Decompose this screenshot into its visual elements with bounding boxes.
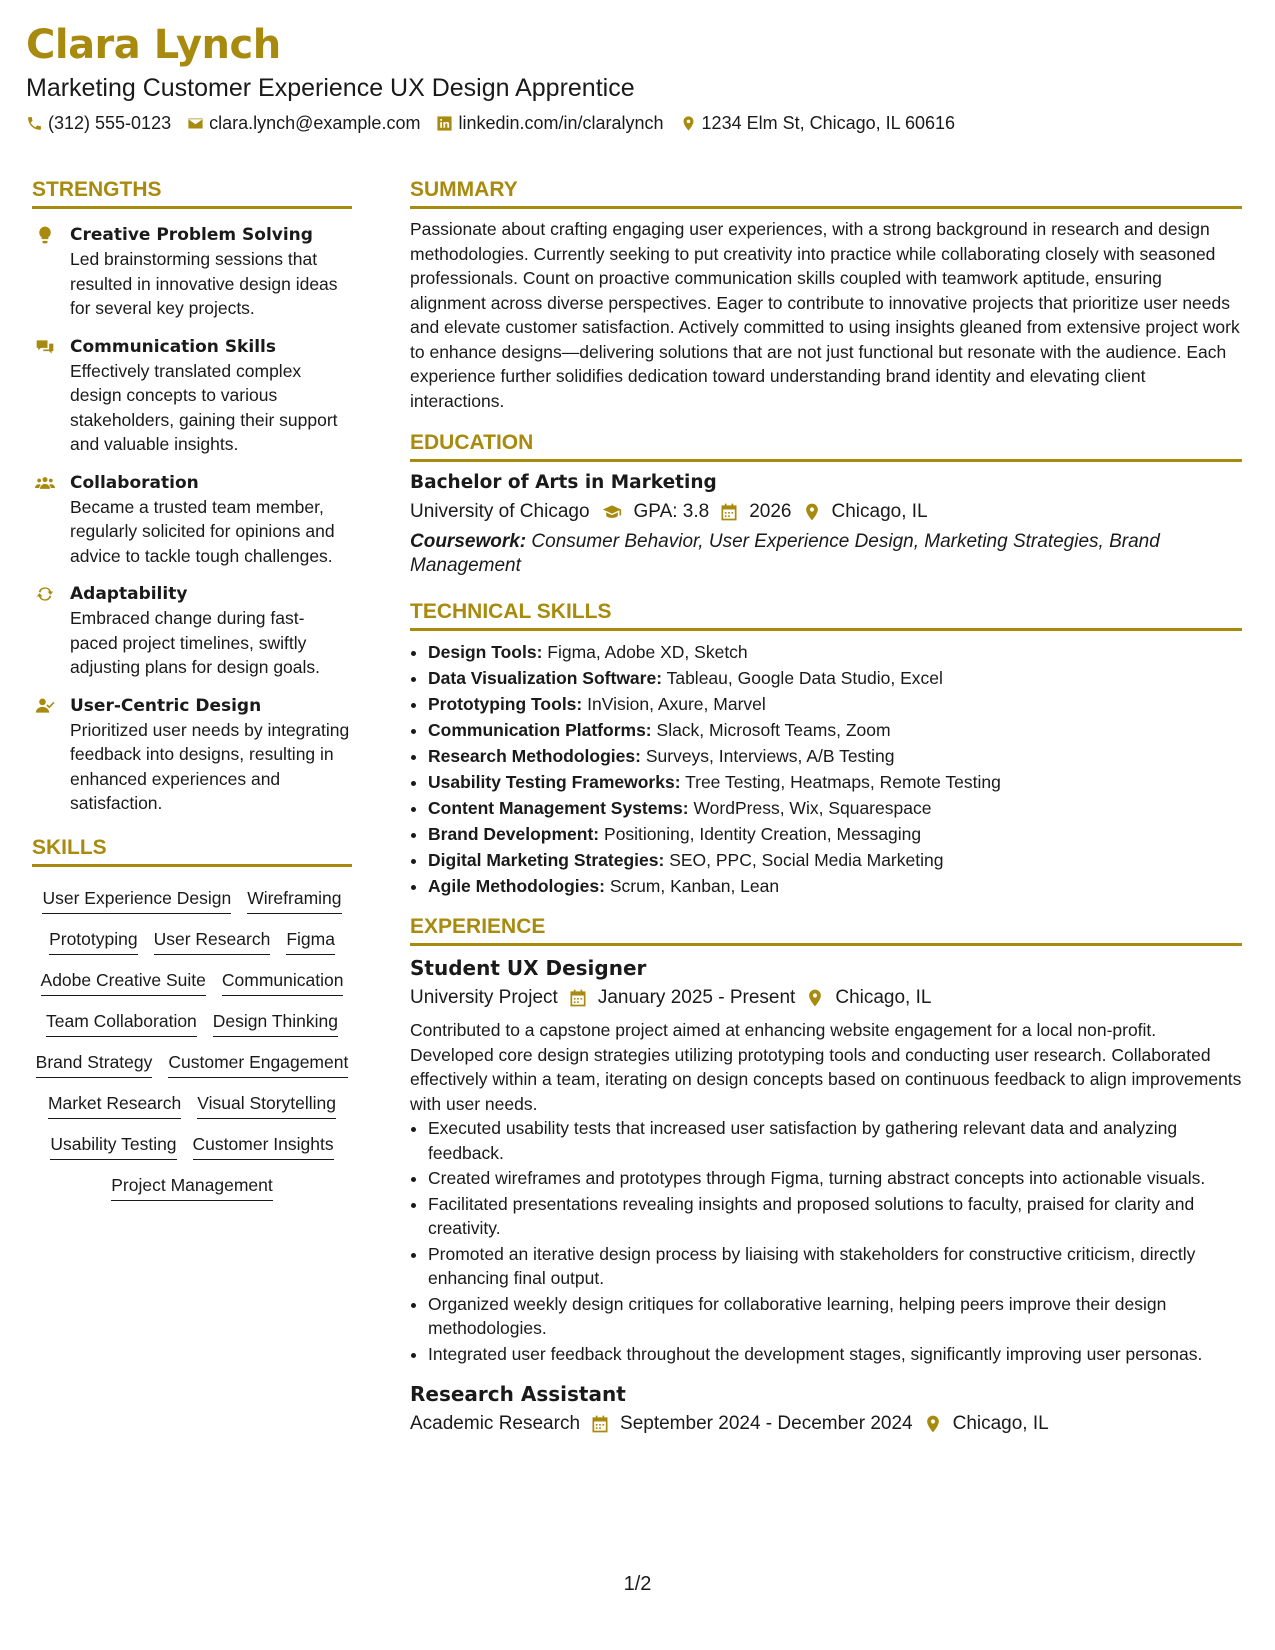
education-location: Chicago, IL [831,501,928,522]
technical-skill-value: SEO, PPC, Social Media Marketing [669,850,944,870]
technical-skill-item [428,795,1242,821]
coursework-label: Coursework: [410,531,527,552]
technical-skill-value: Tree Testing, Heatmaps, Remote Testing [685,772,1001,792]
comments-icon [35,337,55,357]
technical-skill-value: Figma, Adobe XD, Sketch [547,642,748,662]
technical-skill-value: InVision, Axure, Marvel [587,694,766,714]
skill-tag: User Experience Design [42,887,231,914]
candidate-name: Clara Lynch [26,22,281,68]
graduation-year: 2026 [749,501,792,522]
summary-text: Passionate about crafting engaging user experiences, with a strong background in research and design methodologies. Currently seeking to put creativity into practice while collaborating closely with seasoned professionals. Count on proactive communication skills coupled with teamwork aptitude, ensuring alignment across diverse perspectives. Eager to contribute to innovative projects that prioritize user needs and elevate customer satisfaction. Actively committed to using insights gleaned from extensive project work to enhance designs—delivering solutions that are not just functional but resonate with the audience. Each experience further solidifies dedication toward understanding brand identity and elevating client interactions. [410,219,1240,411]
envelope-icon [187,115,204,132]
job-title: Marketing Customer Experience UX Design Apprentice [26,74,635,102]
map-pin-icon [923,1414,943,1434]
job-location: Chicago, IL [835,987,932,1008]
job-bullet: • Created wireframes and prototypes through Figma, turning abstract concepts into actionable visuals. [428,1166,1242,1191]
job-bullets [410,1116,1242,1366]
skill-tag: Visual Storytelling [197,1092,336,1119]
strength-title: Creative Problem Solving [70,225,313,245]
technical-skill-item [428,847,1242,873]
job-bullet: • Facilitated presentations revealing insights and proposed solutions to faculty, praised for clarity and creativity. [428,1192,1242,1241]
job-summary: Contributed to a capstone project aimed at enhancing website engagement for a local non-profit. Developed core design strategies utilizing prototyping tools and conducting user research. Collaborated effectively within a team, iterating on design concepts based on continuous feedback to align improvements with user needs. [410,1020,1242,1114]
job-bullet: • Integrated user feedback throughout the development stages, significantly improving user personas. [428,1342,1242,1367]
job-title: Research Assistant [410,1382,626,1406]
job-bullet: • Promoted an iterative design process by liaising with stakeholders for constructive criticism, directly enhancing final output. [428,1242,1242,1291]
technical-skill-label: Design Tools: [428,642,543,662]
strength-title: Communication Skills [70,336,276,357]
technical-skill-value: Scrum, Kanban, Lean [609,876,780,896]
skill-tag: Customer Engagement [168,1051,348,1078]
strength-description: Embraced change during fast-paced project timelines, swiftly adjusting plans for design goals. [70,608,321,677]
technical-skill-value: WordPress, Wix, Squarespace [693,798,932,818]
skills-heading: SKILLS [32,836,352,867]
strength-description: Led brainstorming sessions that resulted in innovative design ideas for several key projects. [70,249,338,318]
skill-tag: Market Research [48,1092,181,1119]
technical-skill-label: Data Visualization Software: [428,668,663,688]
technical-skill-label: Communication Platforms: [428,720,652,740]
sync-icon [35,584,55,604]
technical-skill-item [428,873,1242,899]
phone-icon [26,115,43,132]
calendar-icon [590,1414,610,1434]
map-pin-icon [802,502,822,522]
strength-description: Became a trusted team member, regularly solicited for opinions and advice to tackle tough challenges. [70,496,335,566]
technical-skill-label: Brand Development: [428,824,600,844]
contact-address [680,113,956,134]
map-pin-icon [805,988,825,1008]
strengths-list [32,217,352,816]
job-meta [410,1410,1242,1438]
skill-tag: Figma [286,928,335,955]
right-column [410,178,1242,1452]
linkedin-text: linkedin.com/in/claralynch [458,113,664,133]
graduation-cap-icon [600,502,624,522]
skill-tag: Usability Testing [50,1133,176,1160]
job-bullet: • Executed usability tests that increased user satisfaction by gathering relevant data and analyzing feedback. [428,1116,1242,1165]
skill-tag: Communication [222,969,344,996]
linkedin-icon [436,115,453,132]
technical-skill-label: Usability Testing Frameworks: [428,772,681,792]
users-icon [35,473,55,493]
page-number: 1/2 [623,1573,652,1595]
strength-description: Prioritized user needs by integrating feedback into designs, resulting in enhanced experiences and satisfaction. [70,719,350,813]
technical-skill-item [428,717,1242,743]
technical-skill-item [428,743,1242,769]
calendar-icon [719,502,739,522]
technical-skill-item [428,639,1242,665]
skills-list [32,875,352,1201]
contact-email[interactable] [187,113,420,134]
education-meta [410,498,1242,526]
job-dates: September 2024 - December 2024 [620,1413,913,1434]
technical-skill-label: Agile Methodologies: [428,876,605,896]
lightbulb-icon [35,225,55,245]
job-bullet: • Organized weekly design critiques for collaborative learning, helping peers improve their design methodologies. [428,1292,1242,1341]
school: University of Chicago [410,501,590,522]
technical-skill-value: Surveys, Interviews, A/B Testing [645,746,895,766]
job-location: Chicago, IL [952,1413,1049,1434]
experience-heading: EXPERIENCE [410,915,1242,946]
skill-tag: User Research [154,928,271,955]
degree: Bachelor of Arts in Marketing [410,472,717,493]
strength-item [32,223,352,321]
skill-tag: Project Management [111,1174,272,1201]
skill-tag: Prototyping [49,928,138,955]
skill-tag: Adobe Creative Suite [41,969,206,996]
address-text: 1234 Elm St, Chicago, IL 60616 [701,113,956,133]
skill-tag: Brand Strategy [36,1051,153,1078]
job-org: University Project [410,987,558,1008]
map-pin-icon [680,115,697,132]
technical-skill-item [428,821,1242,847]
user-check-icon [35,696,55,716]
strengths-heading: STRENGTHS [32,178,352,209]
experience-list [410,954,1242,1438]
technical-skill-label: Content Management Systems: [428,798,689,818]
technical-skill-value: Slack, Microsoft Teams, Zoom [656,720,891,740]
skill-tag: Customer Insights [193,1133,334,1160]
email-text: clara.lynch@example.com [209,113,421,133]
experience-item [410,954,1242,1366]
technical-skill-item [428,769,1242,795]
job-title: Student UX Designer [410,956,647,980]
contact-phone[interactable] [26,113,171,134]
strength-title: Collaboration [70,472,199,493]
job-dates: January 2025 - Present [597,987,796,1008]
job-meta [410,984,1242,1012]
technical-skill-value: Positioning, Identity Creation, Messaging [604,824,922,844]
phone-text: (312) 555-0123 [48,113,172,133]
strength-item [32,471,352,569]
contact-linkedin[interactable] [436,113,663,134]
technical-skill-label: Prototyping Tools: [428,694,583,714]
gpa: GPA: 3.8 [633,501,710,522]
coursework [410,530,1242,578]
skill-tag: Design Thinking [213,1010,338,1037]
strength-item [32,582,352,680]
strength-title: User-Centric Design [70,695,262,716]
skill-tag: Team Collaboration [46,1010,197,1037]
technical-skill-value: Tableau, Google Data Studio, Excel [666,668,943,688]
education-heading: EDUCATION [410,431,1242,462]
experience-item [410,1380,1242,1438]
strength-item [32,335,352,457]
technical-skill-label: Research Methodologies: [428,746,641,766]
strength-title: Adaptability [70,584,188,604]
technical-skill-item [428,691,1242,717]
skill-tag: Wireframing [247,887,341,914]
calendar-icon [568,988,588,1008]
strength-description: Effectively translated complex design concepts to various stakeholders, gaining their support and valuable insights. [70,360,338,454]
technical-skills-heading: TECHNICAL SKILLS [410,600,1242,631]
coursework-text: Consumer Behavior, User Experience Design, Marketing Strategies, Brand Management [410,531,1160,576]
left-column [32,178,352,1201]
summary-heading: SUMMARY [410,178,1242,209]
contact-bar [26,113,955,134]
technical-skill-label: Digital Marketing Strategies: [428,850,665,870]
technical-skill-item [428,665,1242,691]
technical-skills-list [410,639,1242,899]
strength-item [32,694,352,816]
job-org: Academic Research [410,1413,581,1434]
